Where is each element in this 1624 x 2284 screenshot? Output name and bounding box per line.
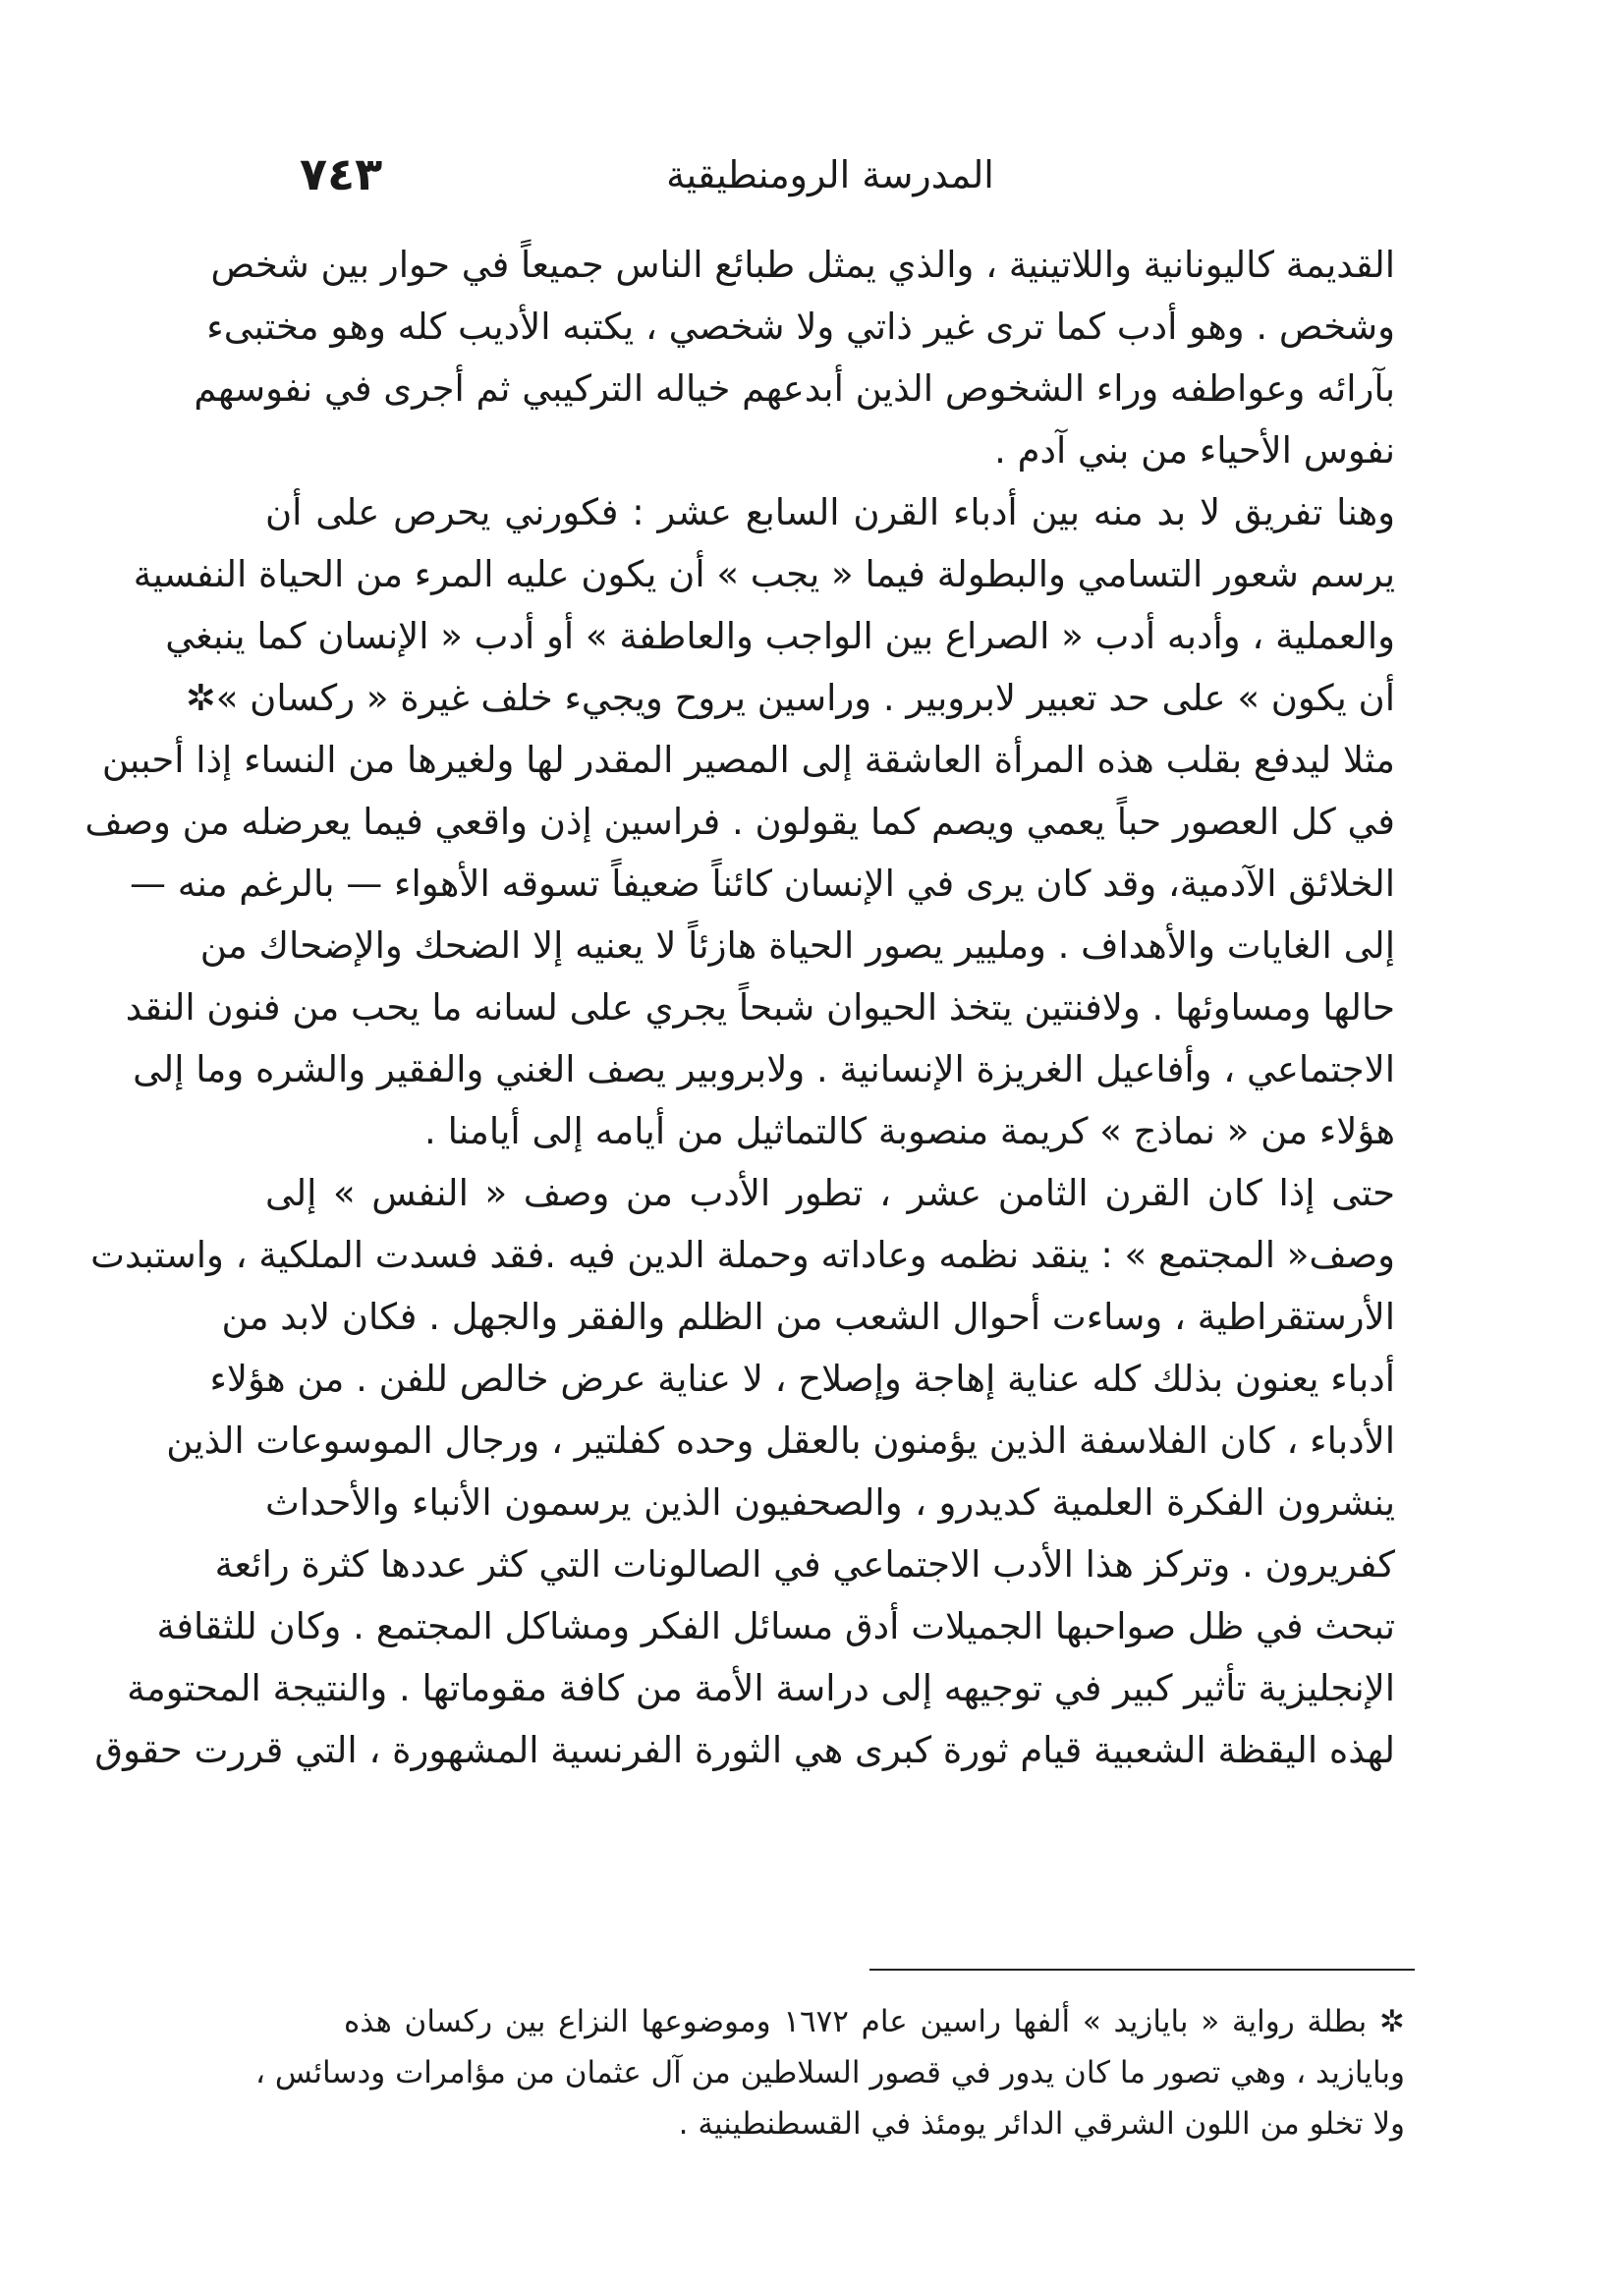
text-line: وشخص . وهو أدب كما ترى غير ذاتي ولا شخصي ، يكتبه الأديب كله وهو مختبىء — [206, 306, 1395, 348]
text-line: مثلا ليدفع بقلب هذه المرأة العاشقة إلى المصير المقدر لها ولغيرها من النساء إذا أحببن — [101, 739, 1395, 781]
text-line: يرسم شعور التسامي والبطولة فيما « يجب » أن يكون عليه المرء من الحياة النفسية — [133, 553, 1395, 595]
text-line: في كل العصور حباً يعمي ويصم كما يقولون . فراسين إذن واقعي فيما يعرضله من وصف — [84, 801, 1395, 843]
page-header — [265, 147, 1395, 216]
text-line: حالها ومساوئها . ولافنتين يتخذ الحيوان شبحاً يجري على لسانه ما يحب من فنون النقد — [125, 986, 1395, 1029]
text-line: الاجتماعي ، وأفاعيل الغريزة الإنسانية . ولابروبير يصف الغني والفقير والشره وما إلى — [133, 1048, 1395, 1090]
main-text — [84, 234, 1395, 1781]
footnote-line: ✲ بطلة رواية « بايازيد » ألفها راسين عام ١٦٧٢ وموضوعها النزاع بين ركسان هذه — [344, 2004, 1405, 2039]
footnote-line: وبايازيد ، وهي تصور ما كان يدور في قصور السلاطين من آل عثمان من مؤامرات ودسائس ، — [255, 2055, 1405, 2090]
text-line: وصف« المجتمع » : ينقد نظمه وعاداته وحملة الدين فيه .فقد فسدت الملكية ، واستبدت — [90, 1234, 1395, 1276]
text-line: لهذه اليقظة الشعبية قيام ثورة كبرى هي الثورة الفرنسية المشهورة ، التي قررت حقوق — [94, 1729, 1395, 1771]
text-line: ينشرون الفكرة العلمية كديدرو ، والصحفيون الذين يرسمون الأنباء والأحداث — [265, 1481, 1395, 1524]
footnote — [255, 1996, 1405, 2149]
text-line: بآرائه وعواطفه وراء الشخوص الذين أبدعهم خياله التركيبي ثم أجرى في نفوسهم — [194, 367, 1395, 410]
text-line: وهنا تفريق لا بد منه بين أدباء القرن السابع عشر : فكورني يحرص على أن — [265, 491, 1395, 533]
text-line: الإنجليزية تأثير كبير في توجيهه إلى دراسة الأمة من كافة مقوماتها . والنتيجة المحتومة — [127, 1667, 1395, 1709]
text-line: والعملية ، وأدبه أدب « الصراع بين الواجب والعاطفة » أو أدب « الإنسان كما ينبغي — [165, 615, 1395, 657]
text-line: أن يكون » على حد تعبير لابروبير . وراسين يروح ويجيء خلف غيرة « ركسان »✲ — [185, 677, 1395, 719]
text-line: حتى إذا كان القرن الثامن عشر ، تطور الأدب من وصف « النفس » إلى — [265, 1172, 1395, 1214]
page-number: ٧٤٣ — [300, 147, 383, 200]
footnote-divider — [869, 1969, 1415, 1971]
running-title: المدرسة الرومنطيقية — [666, 153, 994, 196]
text-line: نفوس الأحياء من بني آدم . — [994, 429, 1395, 472]
text-line: إلى الغايات والأهداف . ومليير يصور الحياة هازئاً لا يعنيه إلا الضحك والإضحاك من — [199, 924, 1395, 967]
footnote-line: ولا تخلو من اللون الشرقي الدائر يومئذ في القسطنطينية . — [678, 2106, 1405, 2142]
text-line: الأرستقراطية ، وساءت أحوال الشعب من الظلم والفقر والجهل . فكان لابد من — [221, 1296, 1395, 1338]
text-line: تبحث في ظل صواحبها الجميلات أدق مسائل الفكر ومشاكل المجتمع . وكان للثقافة — [156, 1605, 1395, 1647]
text-line: القديمة كاليونانية واللاتينية ، والذي يمثل طبائع الناس جميعاً في حوار بين شخص — [210, 244, 1395, 286]
text-line: أدباء يعنون بذلك كله عناية إهاجة وإصلاح ، لا عناية عرض خالص للفن . من هؤلاء — [209, 1358, 1395, 1400]
text-line: الأدباء ، كان الفلاسفة الذين يؤمنون بالعقل وحده كفلتير ، ورجال الموسوعات الذين — [166, 1420, 1395, 1462]
text-line: الخلائق الآدمية، وقد كان يرى في الإنسان كائناً ضعيفاً تسوقه الأهواء — بالرغم منه — — [129, 863, 1395, 905]
text-line: كفريرون . وتركز هذا الأدب الاجتماعي في الصالونات التي كثر عددها كثرة رائعة — [214, 1543, 1395, 1586]
text-line: هؤلاء من « نماذج » كريمة منصوبة كالتماثيل من أيامه إلى أيامنا . — [424, 1110, 1395, 1152]
